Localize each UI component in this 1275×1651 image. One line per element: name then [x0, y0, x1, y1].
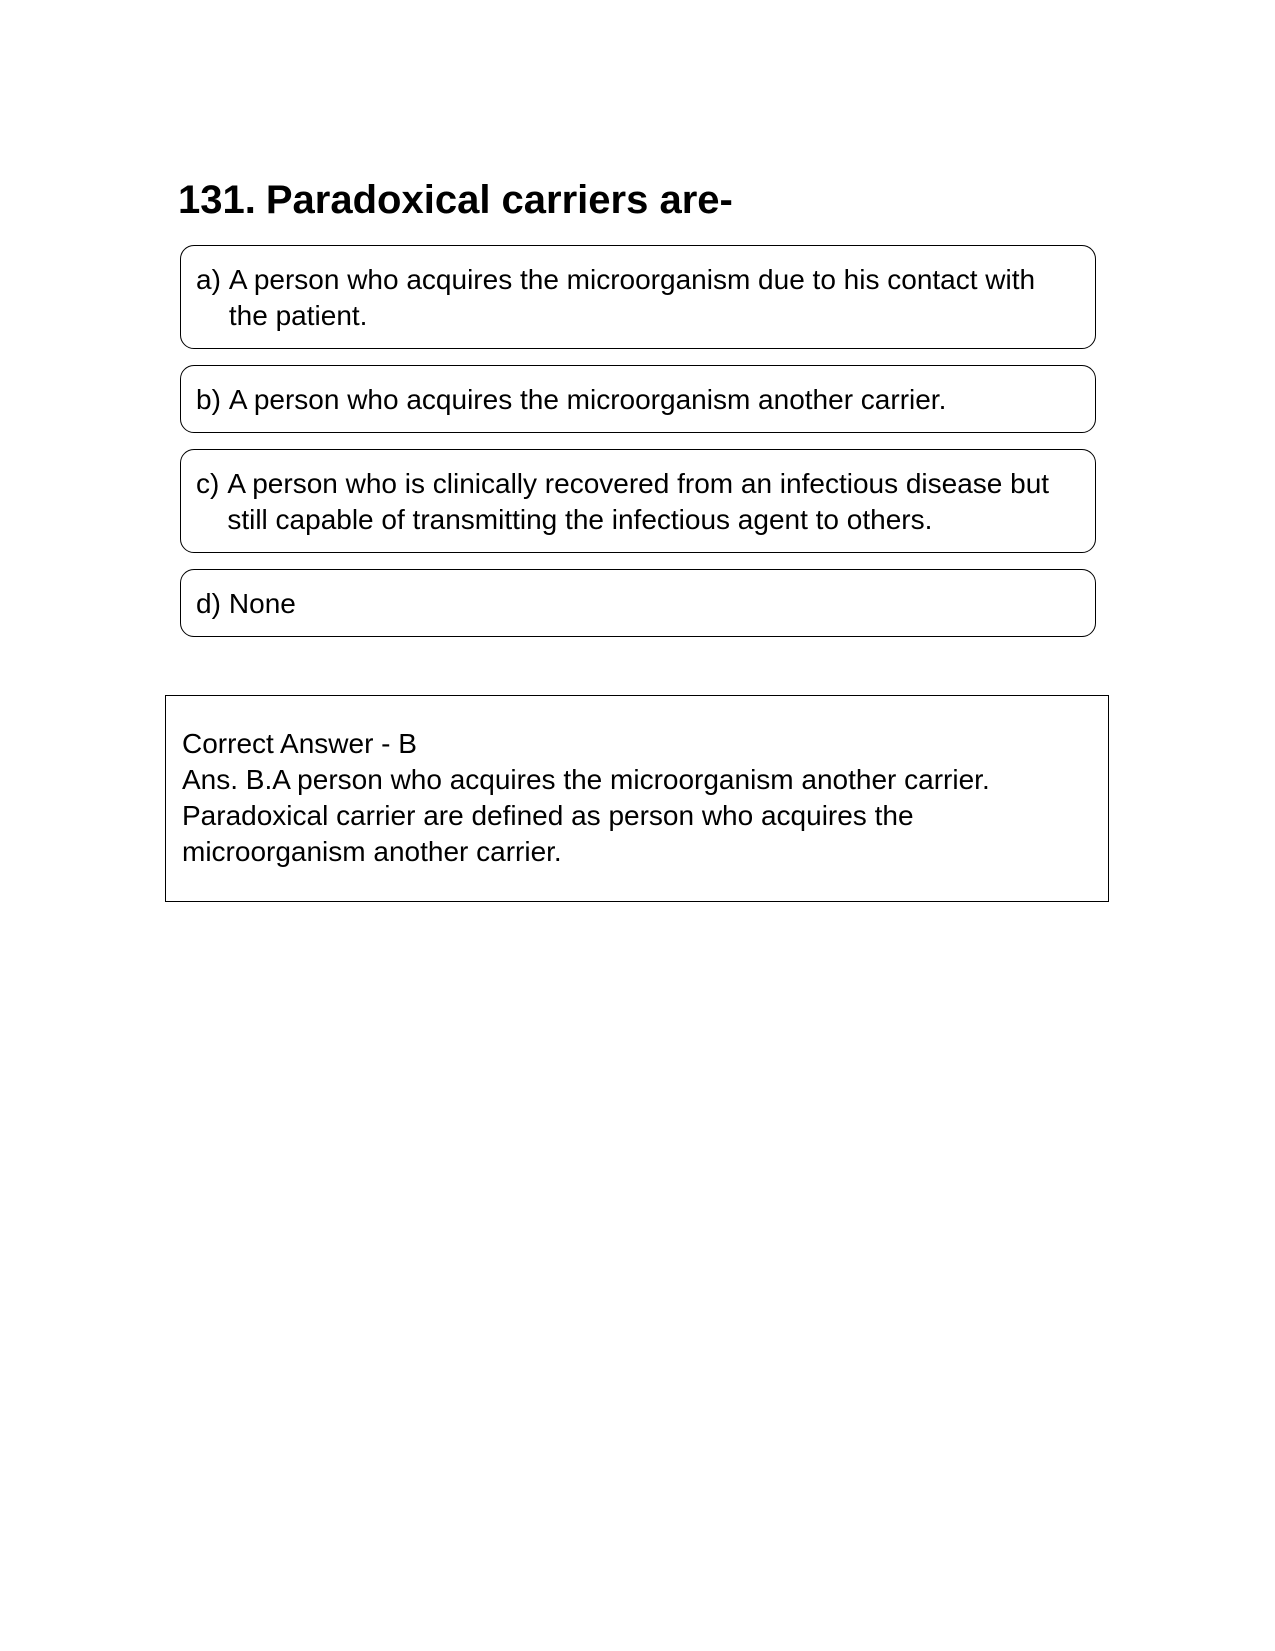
option-letter: d)	[196, 588, 221, 619]
option-b[interactable]	[180, 365, 1096, 433]
correct-answer: Correct Answer - B	[182, 728, 417, 759]
option-c[interactable]	[180, 449, 1096, 553]
option-letter: a)	[196, 264, 221, 295]
question-title	[178, 176, 733, 224]
option-letter: c)	[196, 468, 220, 499]
question-number: 131.	[178, 178, 256, 222]
answer-line: Ans. B.A person who acquires the microorganism another carrier.	[182, 764, 990, 795]
option-text: A person who acquires the microorganism another carrier.	[228, 384, 947, 415]
question-text: Paradoxical carriers are-	[265, 178, 733, 222]
option-text: A person who is clinically recovered from an infectious disease but still capable of transmitting the infectious agent to others.	[227, 468, 1050, 535]
option-text: None	[228, 588, 296, 619]
option-d[interactable]	[180, 569, 1096, 637]
option-text: A person who acquires the microorganism due to his contact with the patient.	[228, 264, 1036, 331]
option-letter: b)	[196, 384, 221, 415]
answer-explanation: Paradoxical carrier are defined as person who acquires the microorganism another carrier.	[182, 800, 914, 867]
answer-box	[165, 695, 1109, 902]
option-a[interactable]	[180, 245, 1096, 349]
